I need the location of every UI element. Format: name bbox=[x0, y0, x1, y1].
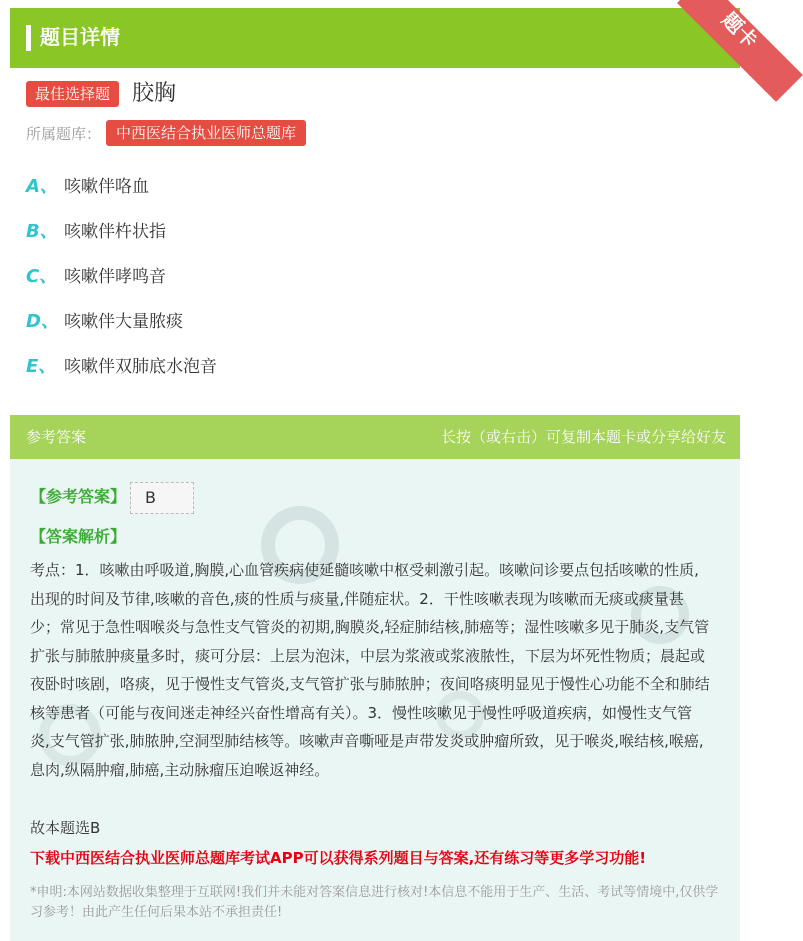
share-hint: 长按（或右击）可复制本题卡或分享给好友 bbox=[440, 428, 726, 446]
question-type-badge: 最佳选择题 bbox=[26, 81, 119, 107]
option-a[interactable] bbox=[26, 172, 149, 202]
option-letter: E、 bbox=[26, 356, 57, 377]
bank-link[interactable]: 中西医结合执业医师总题库 bbox=[106, 120, 306, 146]
disclaimer: *申明:本网站数据收集整理于互联网!我们并未能对答案信息进行核对!本信息不能用于生产、生活、考试等情境中,仅供学习参考！由此产生任何后果本站不承担责任! bbox=[30, 885, 719, 920]
app-promo-link[interactable]: 下载中西医结合执业医师总题库考试APP可以获得系列题目与答案,还有练习等更多学习功能! bbox=[30, 849, 647, 867]
option-text: 咳嗽伴咯血 bbox=[64, 177, 149, 197]
option-c[interactable] bbox=[26, 262, 166, 292]
answer-header-title: 参考答案 bbox=[26, 428, 87, 446]
option-text: 咳嗽伴哮鸣音 bbox=[64, 267, 166, 287]
option-b[interactable] bbox=[26, 217, 166, 247]
option-letter: D、 bbox=[26, 311, 59, 332]
reference-answer-value: B bbox=[130, 482, 194, 514]
reference-answer-label: 【参考答案】 bbox=[30, 487, 127, 506]
option-text: 咳嗽伴大量脓痰 bbox=[64, 312, 183, 332]
question-panel bbox=[10, 68, 740, 408]
option-e[interactable] bbox=[26, 352, 217, 382]
analysis-label: 【答案解析】 bbox=[30, 527, 127, 546]
option-letter: C、 bbox=[26, 266, 58, 287]
question-title: 胶胸 bbox=[132, 81, 177, 106]
header-accent-bar bbox=[26, 25, 31, 51]
option-d[interactable] bbox=[26, 307, 183, 337]
answer-section bbox=[10, 415, 740, 941]
option-letter: A、 bbox=[26, 176, 58, 197]
corner-ribbon-label: 题卡 bbox=[717, 7, 763, 53]
bank-label: 所属题库： bbox=[26, 125, 102, 143]
analysis-conclusion: 故本题选B bbox=[30, 819, 101, 837]
header bbox=[10, 8, 740, 68]
option-text: 咳嗽伴双肺底水泡音 bbox=[64, 357, 217, 377]
option-text: 咳嗽伴杵状指 bbox=[64, 222, 166, 242]
page-title: 题目详情 bbox=[40, 25, 120, 49]
analysis-text: 考点：1．咳嗽由呼吸道,胸膜,心血管疾病使延髓咳嗽中枢受刺激引起。咳嗽问诊要点包括咳嗽的性质,出现的时间及节律,咳嗽的音色,痰的性质与痰量,伴随症状。2．干性咳嗽表现为咳嗽而无痰或痰量甚少；常见于急性咽喉炎与急性支气管炎的初期,胸膜炎,轻症肺结核,肺癌等；湿性咳嗽多见于肺炎,支气管扩张与肺脓肿痰量多时，痰可分层：上层为泡沫，中层为浆液或浆液脓性，下层为坏死性物质；晨起或夜卧时咳剧，咯痰，见于慢性支气管炎,支气管扩张与肺脓肿；夜间咯痰明显见于慢性心功能不全和肺结核等患者（可能与夜间迷走神经兴奋性增高有关）。3．慢性咳嗽见于慢性呼吸道疾病，如慢性支气管炎,支气管扩张,肺脓肿,空洞型肺结核等。咳嗽声音嘶哑是声带发炎或肿瘤所致，见于喉炎,喉结核,喉癌,息肉,纵隔肿瘤,肺癌,主动脉瘤压迫喉返神经。 bbox=[30, 561, 710, 779]
option-letter: B、 bbox=[26, 221, 58, 242]
